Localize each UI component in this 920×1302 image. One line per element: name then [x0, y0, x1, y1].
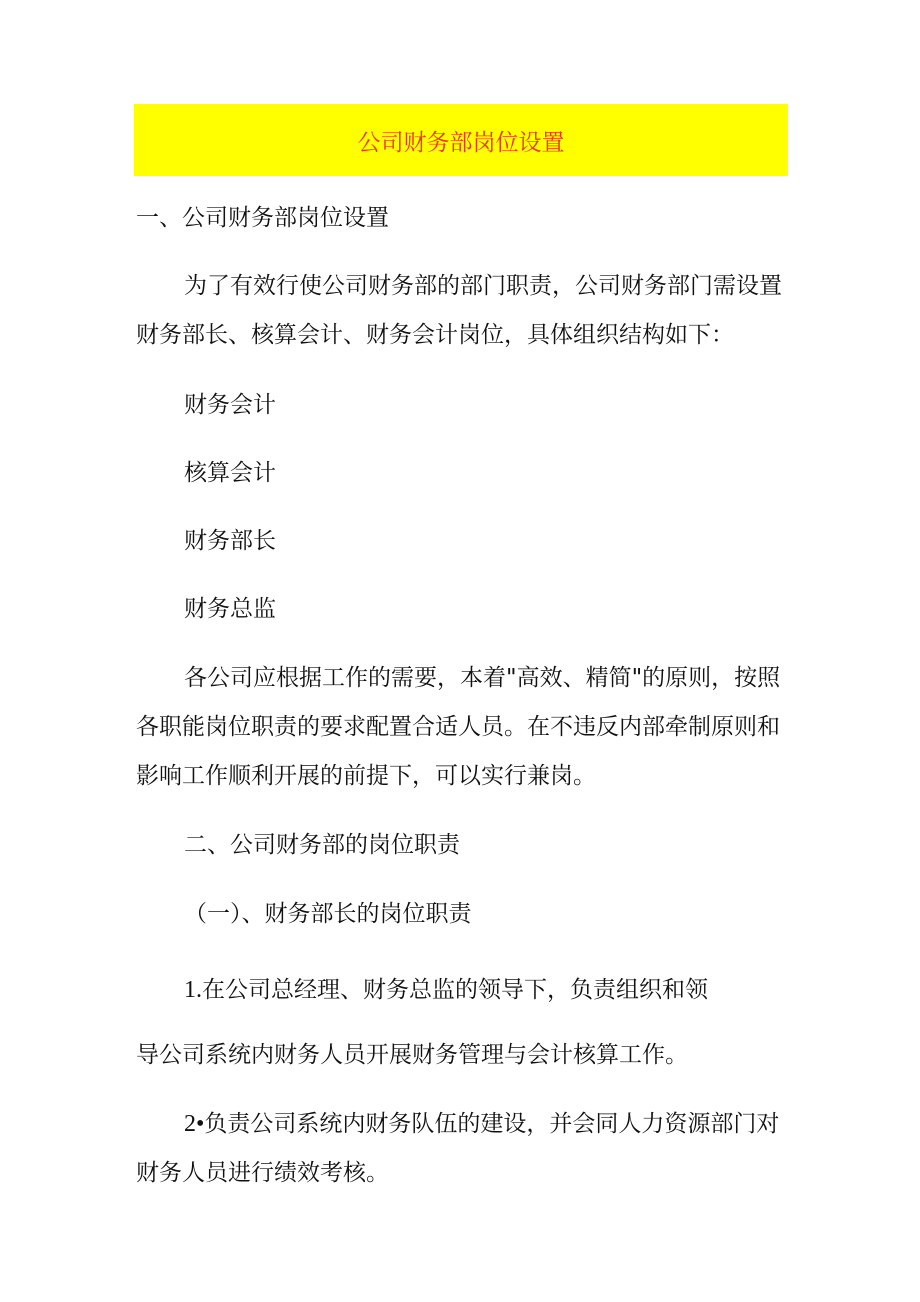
paragraph-2-line-1: 各公司应根据工作的需要，本着"高效、精简"的原则，按照 — [184, 665, 781, 691]
position-item: 财务部长 — [184, 528, 276, 554]
position-item: 核算会计 — [184, 460, 276, 486]
section-2-heading: 二、公司财务部的岗位职责 — [184, 832, 460, 858]
item-2-line-2: 财务人员进行绩效考核。 — [136, 1160, 389, 1186]
section-1-heading: 一、公司财务部岗位设置 — [136, 205, 389, 231]
paragraph-1-line-1: 为了有效行使公司财务部的部门职责，公司财务部门需设置 — [184, 273, 782, 299]
document-title: 公司财务部岗位设置 — [357, 129, 565, 156]
subsection-heading: （一）、财务部长的岗位职责 — [184, 901, 472, 927]
position-item: 财务总监 — [184, 596, 276, 622]
paragraph-2-line-2: 各职能岗位职责的要求配置合适人员。在不违反内部牵制原则和 — [136, 714, 780, 740]
item-1-number: 1. — [184, 977, 202, 1003]
item-2-line-1 — [184, 1110, 779, 1138]
item-1-text: 在公司总经理、财务总监的领导下，负责组织和领 — [202, 977, 708, 1003]
item-1-line-1 — [184, 976, 708, 1004]
item-2-number: 2• — [184, 1111, 205, 1137]
paragraph-2-line-3: 影响工作顺利开展的前提下，可以实行兼岗。 — [136, 763, 596, 789]
item-1-line-2: 导公司系统内财务人员开展财务管理与会计核算工作。 — [136, 1042, 688, 1068]
paragraph-1-line-2: 财务部长、核算会计、财务会计岗位，具体组织结构如下： — [136, 322, 734, 348]
title-banner — [134, 104, 788, 176]
item-2-text: 负责公司系统内财务队伍的建设，并会同人力资源部门对 — [204, 1111, 780, 1137]
position-item: 财务会计 — [184, 392, 276, 418]
